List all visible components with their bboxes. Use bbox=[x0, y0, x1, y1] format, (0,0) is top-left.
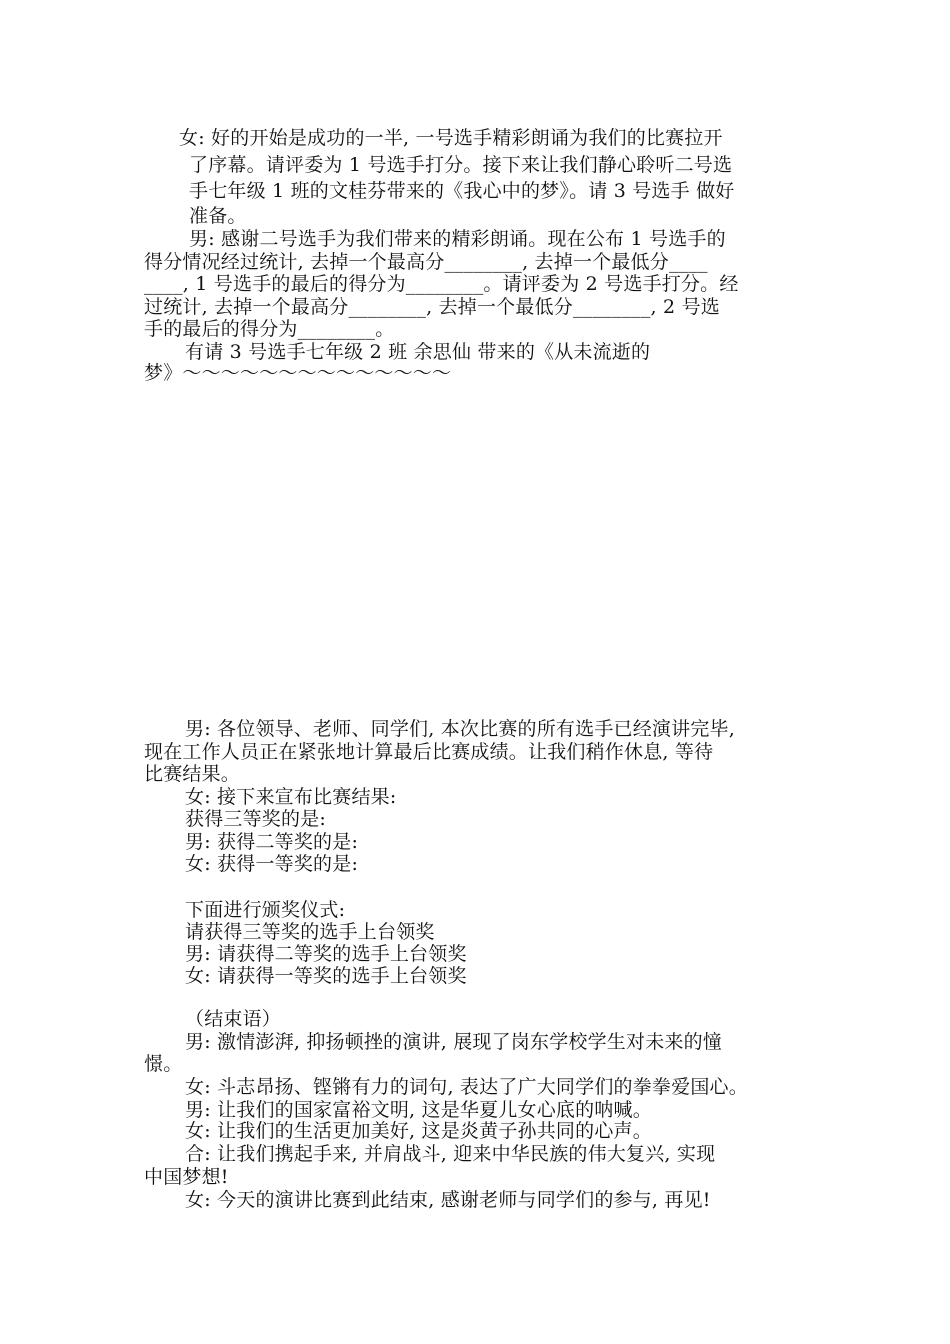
text-line: 梦》～～～～～～～～～～～～～～ bbox=[144, 362, 452, 384]
text-line: 过统计, 去掉一个最高分________, 去掉一个最低分________, 2 号选 bbox=[144, 296, 720, 318]
text-line: 男: 感谢二号选手为我们带来的精彩朗诵。现在公布 1 号选手的 bbox=[189, 228, 726, 250]
text-line: 准备。 bbox=[189, 205, 247, 227]
text-line: 男: 各位领导、老师、同学们, 本次比赛的所有选手已经演讲完毕, bbox=[185, 718, 735, 740]
text-line: 请获得三等奖的选手上台领奖 bbox=[185, 921, 435, 943]
text-line: 下面进行颁奖仪式: bbox=[185, 899, 346, 921]
text-line: 女: 今天的演讲比赛到此结束, 感谢老师与同学们的参与, 再见! bbox=[185, 1189, 711, 1211]
text-line: 合: 让我们携起手来, 并肩战斗, 迎来中华民族的伟大复兴, 实现 bbox=[185, 1143, 716, 1165]
text-line: 了序幕。请评委为 1 号选手打分。接下来让我们静心聆听二号选 bbox=[189, 154, 733, 176]
text-line: 女: 获得一等奖的是: bbox=[185, 853, 359, 875]
text-line: 女: 让我们的生活更加美好, 这是炎黄子孙共同的心声。 bbox=[185, 1120, 652, 1142]
text-line: 女: 接下来宣布比赛结果: bbox=[185, 786, 397, 808]
text-line: 现在工作人员正在紧张地计算最后比赛成绩。让我们稍作休息, 等待 bbox=[144, 741, 714, 763]
text-line: 女: 斗志昂扬、铿锵有力的词句, 表达了广大同学们的拳拳爱国心。 bbox=[185, 1076, 748, 1098]
text-line: 憬。 bbox=[144, 1053, 183, 1075]
text-line: 中国梦想! bbox=[144, 1166, 229, 1188]
text-line: 手的最后的得分为________。 bbox=[144, 318, 395, 340]
text-line: 有请 3 号选手七年级 2 班 余思仙 带来的《从未流逝的 bbox=[185, 341, 651, 363]
text-line: 男: 获得二等奖的是: bbox=[185, 831, 359, 853]
text-line: 手七年级 1 班的文桂芬带来的《我心中的梦》。请 3 号选手 做好 bbox=[189, 180, 735, 202]
text-line: 获得三等奖的是: bbox=[185, 808, 327, 830]
text-line: （结束语） bbox=[185, 1008, 282, 1030]
text-line: 女: 请获得一等奖的选手上台领奖 bbox=[185, 965, 467, 987]
text-line: 比赛结果。 bbox=[144, 763, 241, 785]
text-line: 男: 让我们的国家富裕文明, 这是华夏儿女心底的呐喊。 bbox=[185, 1099, 652, 1121]
text-line: 男: 请获得二等奖的选手上台领奖 bbox=[185, 943, 467, 965]
text-line: 女: 好的开始是成功的一半, 一号选手精彩朗诵为我们的比赛拉开 bbox=[179, 127, 723, 149]
text-line: ____, 1 号选手的最后的得分为________。请评委为 2 号选手打分。经 bbox=[144, 273, 739, 295]
text-line: 男: 激情澎湃, 抑扬顿挫的演讲, 展现了岗东学校学生对未来的憧 bbox=[185, 1031, 723, 1053]
text-line: 得分情况经过统计, 去掉一个最高分________, 去掉一个最低分____ bbox=[144, 251, 708, 273]
